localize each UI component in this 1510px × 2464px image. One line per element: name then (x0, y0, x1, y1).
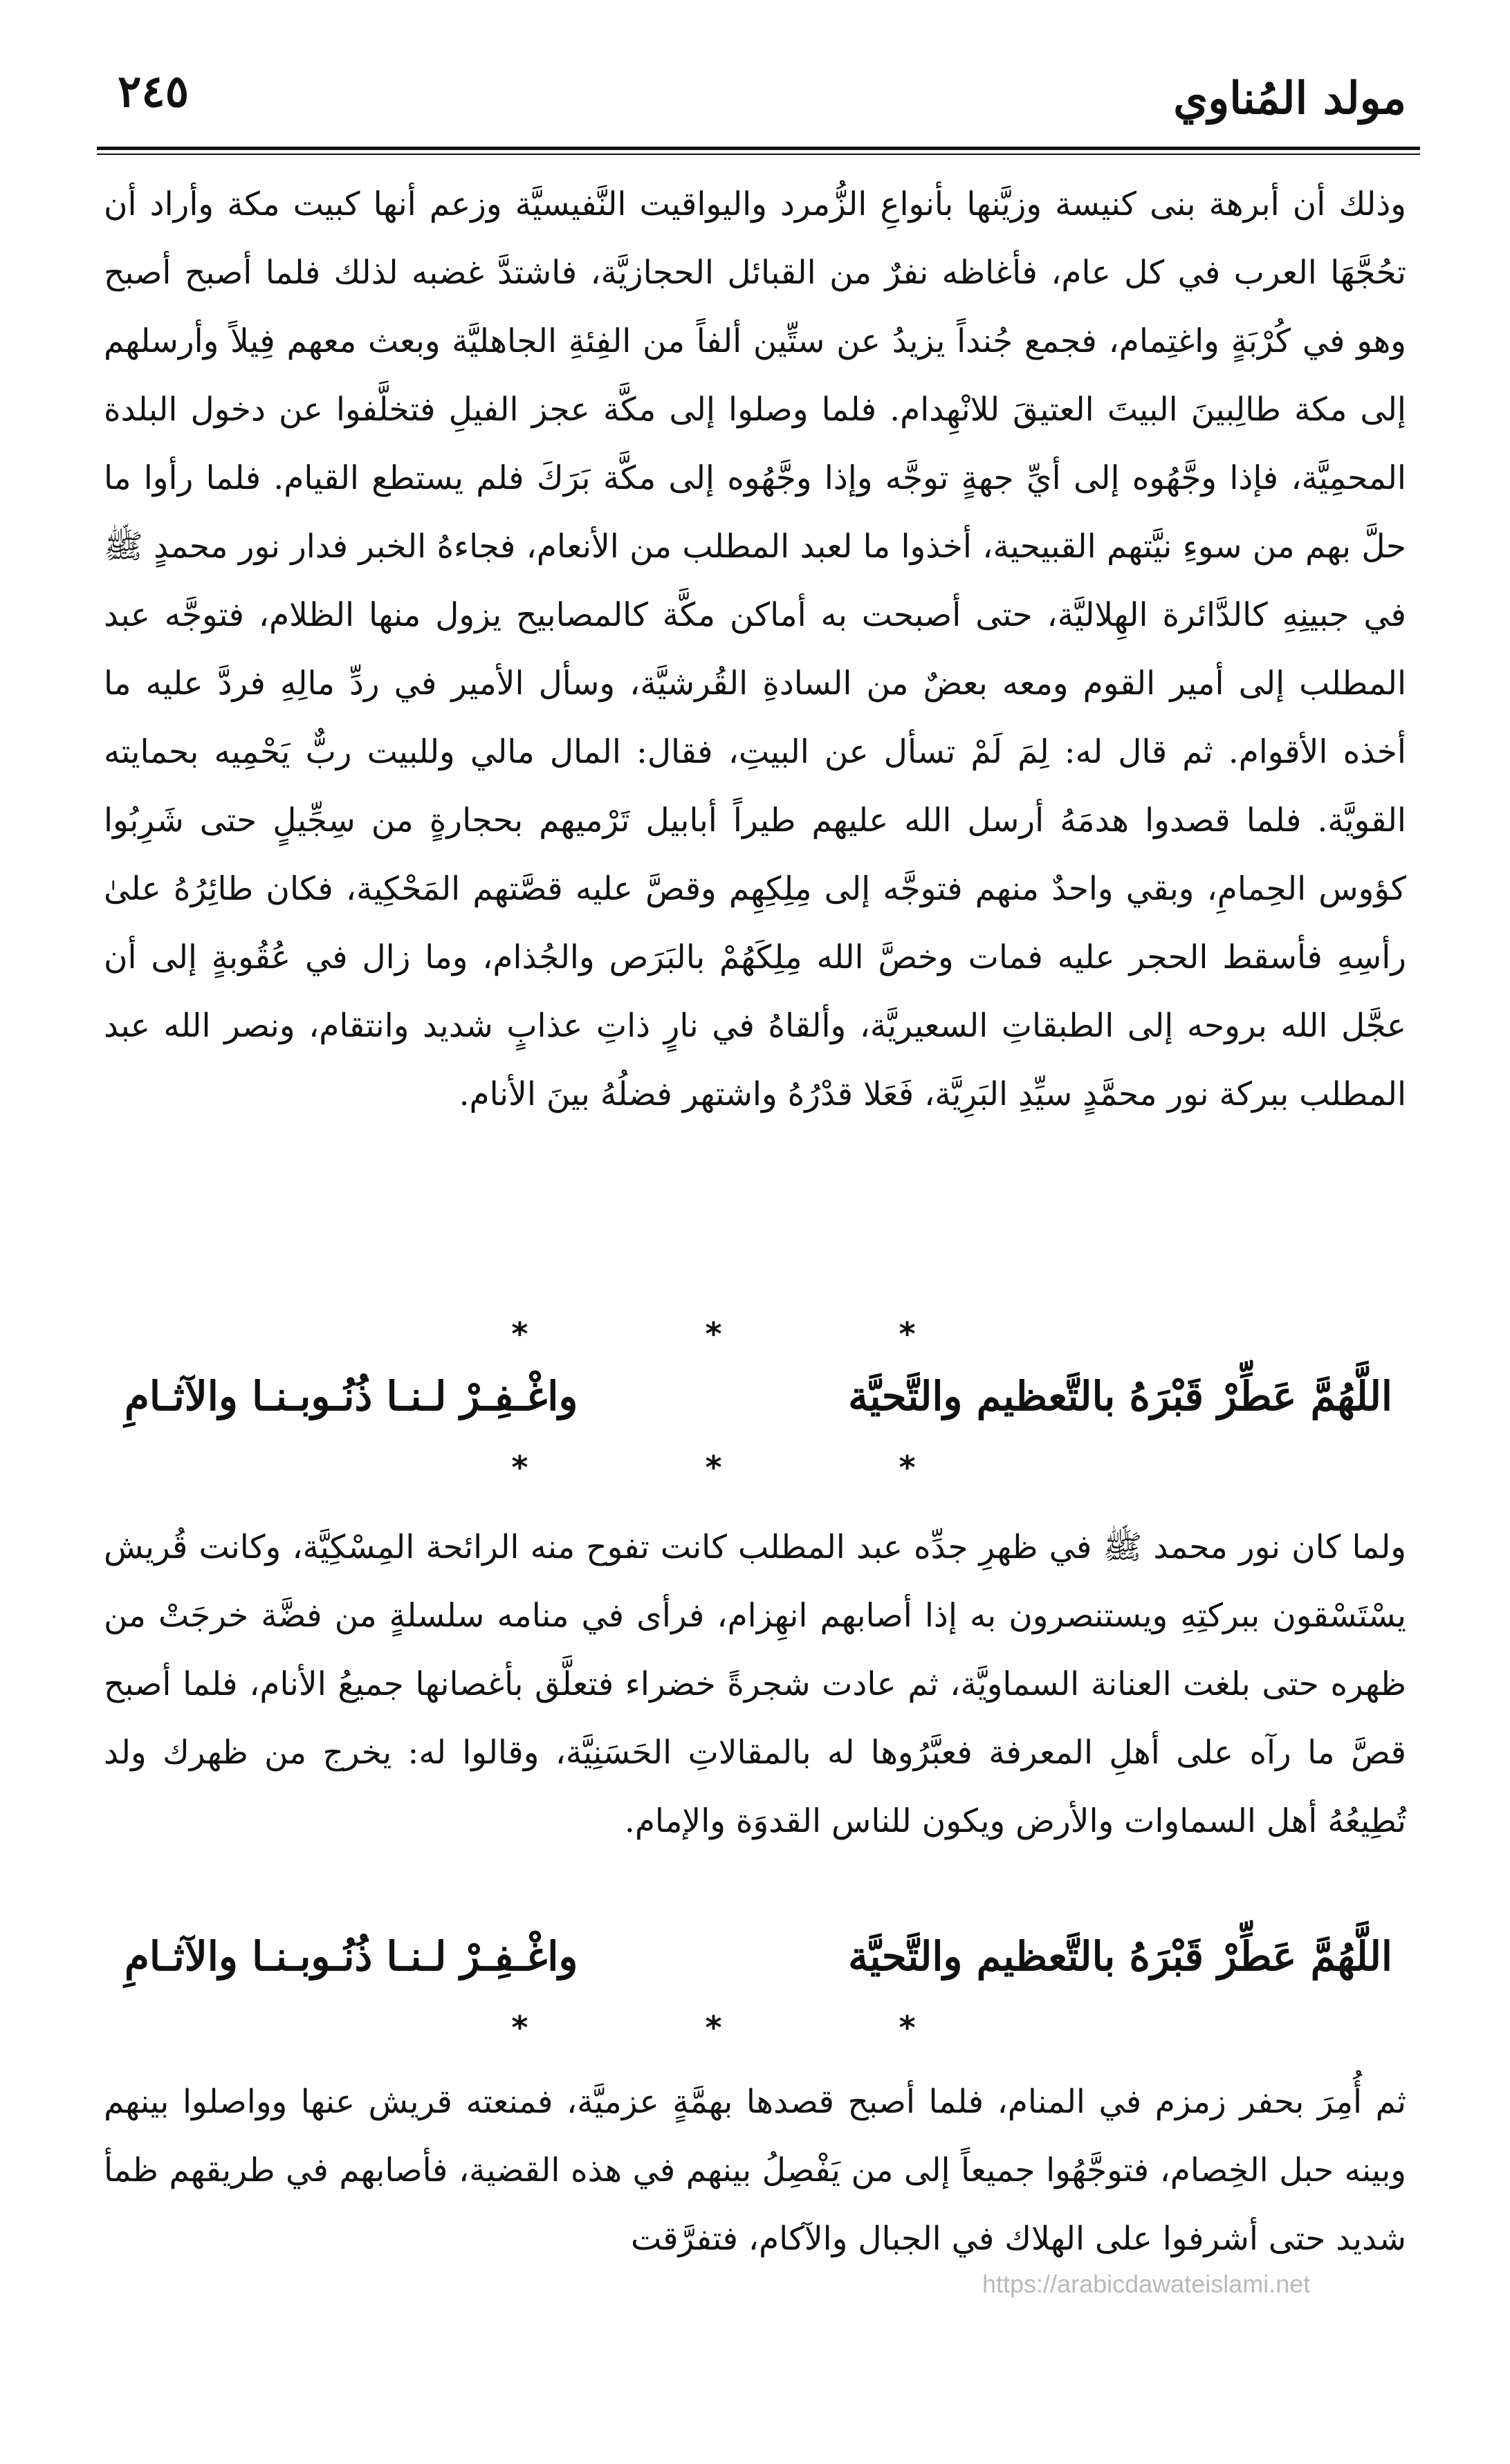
watermark-url: https://arabicdawateislami.net (982, 2270, 1311, 2298)
refrain-first-half: اللَّهُمَّ عَطِّرْ قَبْرَهُ بالتَّعظيم والتَّحيَّة (848, 1373, 1392, 1420)
page-number: ٢٤٥ (118, 66, 190, 118)
paragraph-zamzam: ثم أُمِرَ بحفر زمزم في المنام، فلما أصبح قصدها بهمَّةٍ عزميَّة، فمنعته قريش عنها وواصلوا بينهم وبينه حبل الخِصام، فتوجَّهُوا جميعاً إلى من يَفْصِلُ بينهم في هذه القضية، فأصابهم في طريقهم ظمأ شديد حتى أشرفوا على الهلاك في الجبال والآكام، فتفرَّقت (104, 2083, 1406, 2258)
refrain-first-half: اللَّهُمَّ عَطِّرْ قَبْرَهُ بالتَّعظيم والتَّحيَّة (848, 1933, 1392, 1980)
paragraph-nur-muhammad: ولما كان نور محمد ﷺ في ظهرِ جدِّه عبد المطلب كانت تفوح منه الرائحة المِسْكِيَّة، وكانت قُريش يسْتَسْقون ببركتِهِ ويستنصرون به إذا أصابهم انهِزام، فرأى في منامه سلسلةٍ من فضَّة خرجَتْ من ظهره حتى بلغت العنانة السماويَّة، ثم عادت شجرةً خضراء فتعلَّق بأغصانها جميعُ الأنام، فلما أصبح قصَّ ما رآه على أهلِ المعرفة فعبَّرُوها له بالمقالاتِ الحَسَنِيَّة، وقالوا له: يخرج من ظهرك ولد تُطِيعُهُ أهل السماوات والأرض ويكون للناس القدوَة والإمام. (104, 1528, 1407, 1840)
refrain-line (125, 1933, 1392, 1995)
paragraph-abraha: وذلك أن أبرهة بنى كنيسة وزيَّنها بأنواعِ الزُّمرد واليواقيت النَّفيسيَّة وزعم أنها كبيت مكة وأراد أن تحُجَّهَا العرب في كل عام، فأغاظه نفرٌ من القبائل الحجازيَّة، فاشتدَّ غضبه لذلك فلما أصبح أصبح وهو في كُرْبَةٍ واغتِمام، فجمع جُنداً يزيدُ عن ستِّين ألفاً من الفِئةِ الجاهليَّة وبعث معهم فِيلاً وأرسلهم إلى مكة طالِبينَ البيتَ العتيقَ للانْهِدام. فلما وصلوا إلى مكَّة عجز الفيلِ فتخلَّفوا عن دخول البلدة المحمِيَّة، فإذا وجَّهُوه إلى أيِّ جهةٍ توجَّه وإذا وجَّهُوه إلى مكَّة بَرَكَ فلم يستطع القيام. فلما رأوا ما حلَّ بهم من سوءِ نيَّتهم القبيحية، أخذوا ما لعبد المطلب من الأنعام، فجاءهُ الخبر فدار نور محمدٍ ﷺ في جبينِهِ كالدَّائرة الهِلاليَّة، حتى أصبحت به أماكن مكَّة كالمصابيح يزول منها الظلام، فتوجَّه عبد المطلب إلى أمير القوم ومعه بعضٌ من السادةِ القُرشيَّة، وسأل الأمير في ردِّ مالِهِ فردَّ عليه ما أخذه الأقوام. ثم قال له: لِمَ لَمْ تسأل عن البيتِ، فقال: المال مالي وللبيت ربٌّ يَحْمِيه بحمايته القويَّة. فلما قصدوا هدمَهُ أرسل الله عليهم طيراً أبابيل تَرْميهم بحجارةٍ من سِجِّيلٍ حتى شَرِبُوا كؤوس الحِمامِ، وبقي واحدٌ منهم فتوجَّه إلى مِلِكِهِم وقصَّ عليه قصَّتهم المَحْكِية، فكان طائِرُهُ علىٰ رأسِهِ فأسقط الحجر عليه فمات وخصَّ الله مِلِكَهُمْ بالبَرَص والجُذام، وما زال في عُقُوبةٍ إلى أن عجَّل الله بروحه إلى الطبقاتِ السعيريَّة، وألقاهُ في نارٍ ذاتِ عذابٍ شديد وانتقام، ونصر الله عبد المطلب ببركة نور محمَّدٍ سيِّدِ البَرِيَّة، فَعَلا قدْرُهُ واشتهر فضلُهُ بينَ الأنام. (104, 185, 1406, 1113)
refrain-second-half: واغْـفِـرْ لـنـا ذُنُـوبـنـا والآثـامِ (125, 1373, 578, 1420)
header-rule-thick (97, 147, 1420, 150)
header-rule-thin (97, 154, 1420, 155)
star-separator: * * * (511, 1449, 999, 1486)
refrain-second-half: واغْـفِـرْ لـنـا ذُنُـوبـنـا والآثـامِ (125, 1933, 578, 1980)
star-separator: * * * (511, 1315, 999, 1353)
refrain-line (125, 1373, 1392, 1435)
running-header (118, 66, 1406, 149)
star-separator: * * * (511, 2009, 999, 2046)
book-title: مولد المُناوي (1173, 73, 1406, 124)
